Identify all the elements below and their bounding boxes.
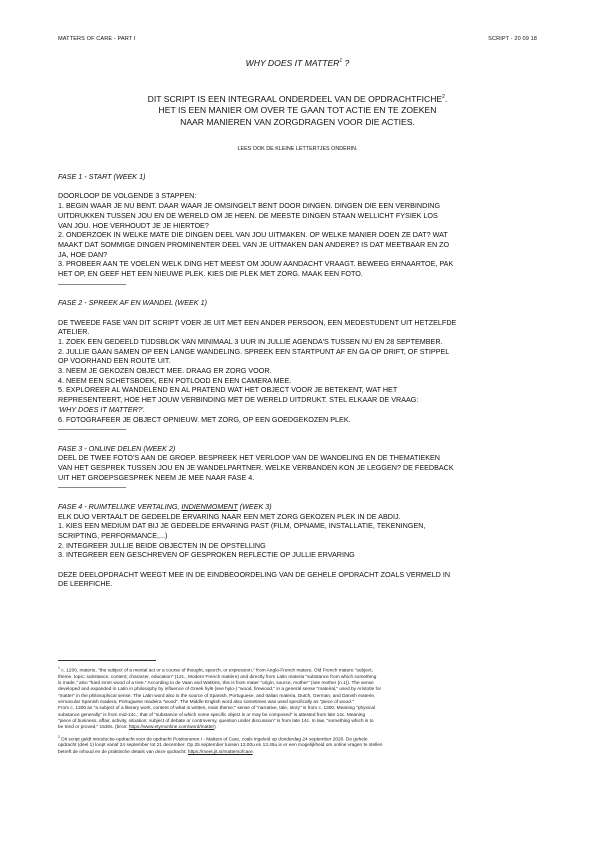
footnote-ref-2[interactable]: 2 xyxy=(442,94,445,101)
intro-line-2: HET IS EEN MANIER OM OVER TE GAAN TOT ACTIE EN TE ZOEKEN xyxy=(158,105,437,116)
fase-2-line: ATELIER. xyxy=(58,327,90,337)
fase-1-line: VAN JOU. HOE VERHOUDT JE JE HIERTOE? xyxy=(58,220,209,230)
fase-2-line: OP VOORHAND EEN ROUTE UIT. xyxy=(58,356,171,366)
small-print-note: LEES OOK DE KLEINE LETTERTJES ONDERIN. xyxy=(237,146,358,152)
fase-4-line: 3. INTEGREER EEN GESCHREVEN OF GESPROKEN REFLECTIE OP JULLIE ERVARING xyxy=(58,550,355,560)
title-suffix: ? xyxy=(342,58,350,68)
footnote-1-line: substance generally" is from mid-14c.; that of "substance of which some specific object is or may be composed" is attested from late 14c. Meaning xyxy=(58,712,366,718)
footnote-divider xyxy=(58,660,156,661)
fase-2-line: DE TWEEDE FASE VAN DIT SCRIPT VOER JE UIT MET EEN ANDER PERSOON, EEN MEDESTUDENT UIT HETZELFDE xyxy=(58,317,457,327)
fase-2-question: 'WHY DOES IT MATTER?'. xyxy=(58,404,146,414)
closing-line: DEZE DEELOPDRACHT WEEGT MEE IN DE EINDBEOORDELING VAN DE GEHELE OPDRACHT ZOALS VERMELD IN xyxy=(58,569,451,579)
header-right: SCRIPT - 20 09 18 xyxy=(488,36,537,42)
fase-2-line: 5. EXPLOREER AL WANDELEND EN AL PRATEND WAT HET OBJECT VOOR JE BETEKENT, WAT HET xyxy=(58,385,398,395)
footnote-1-line: c. 1200, materie, "the subject of a mental act or a course of thought, speech, or expression," from Anglo-French matere, Old French matere "subject, xyxy=(59,668,373,674)
footnote-2-line: betreft de inhoud en de praktische details van deze opdracht: xyxy=(58,749,188,755)
footnote-1-line: From c. 1300 as "a subject of a literary work, content of what is written, main theme;" sense of "narrative, tale, story" is from c. 1300. Meaning "physical xyxy=(58,706,376,712)
fase-1-line: JA, HOE DAN? xyxy=(58,249,108,259)
section-separator: —————————— xyxy=(58,424,126,434)
fase-3-heading: FASE 3 - ONLINE DELEN (WEEK 2) xyxy=(58,443,176,453)
fase-4-line: SCRIPTING, PERFORMANCE,...) xyxy=(58,530,168,540)
fase-3-line: VAN HET GESPREK TUSSEN JOU EN JE WANDELPARTNER. WELKE VERBANDEN KON JE LEGGEN? DE FEEDBACK xyxy=(58,463,454,473)
footnote-1-line: developed and expanded in Latin in philosophy by influence of Greek hylē (see hylo-) "wood, firewood," in a general sense "material," used by Aristotle for xyxy=(58,687,382,693)
fase-2-line: 4. NEEM EEN SCHETSBOEK, EEN POTLOOD EN EEN CAMERA MEE. xyxy=(58,375,292,385)
footnote-1-line: theme, topic; substance, content; character, education" (12c., Modern French matière) and directly from Latin materia "substance from which something xyxy=(58,674,377,680)
footnote-2-line: Dit script geldt introductie-opdracht voor de opdracht Positioneren I - Matters of Care, zoals ingeleid op donderdag 24 september 2020. De gehele xyxy=(59,737,368,743)
footnote-1-line: "matter" in the philosophical sense. The Latin word also is the source of Spanish, Portuguese, and Italian materia, Dutch, German, and Danish materie, xyxy=(58,693,376,699)
fase-4-line: 2. INTEGREER JULLIE BEIDE OBJECTEN IN DE OPSTELLING xyxy=(58,540,266,550)
intro-line-3: NAAR MANIEREN VAN ZORGDRAGEN VOOR DIE ACTIES. xyxy=(180,116,415,127)
footnotes xyxy=(58,668,540,761)
fase-1-line: MAAKT DAT SOMMIGE DINGEN PROMINENTER DEEL VAN JE UITMAKEN DAN ANDERE? IS DAT MEETBAAR EN ZO xyxy=(58,239,450,249)
closing-line: DE LEERFICHE. xyxy=(58,579,113,589)
fase-4-heading xyxy=(58,502,540,512)
footnote-1-number: 1 xyxy=(58,666,60,670)
fase-1-line: 1. BEGIN WAAR JE NU BENT. DAAR WAAR JE OMSINGELT BENT DOOR DINGEN. DINGEN DIE EEN VERBINDING xyxy=(58,201,441,211)
footnote-2-number: 2 xyxy=(58,734,60,739)
footnote-1-line: be tried or proved," 1530s. (bron: xyxy=(58,725,129,731)
footnote-ref-1[interactable]: 1 xyxy=(339,58,343,65)
fase-3-line: DEEL DE TWEE FOTO'S AAN DE GROEP. BESPREEK HET VERLOOP VAN DE WANDELING EN DE THEMATIEKEN xyxy=(58,453,440,463)
footnote-1 xyxy=(58,668,540,732)
footnote-2-line: opdracht (deel 1) loopt vanaf 24 september tot 21 december. Op 25 september tussen 13.00u en 13.45u is er een mogelijkheid om online vragen te stellen xyxy=(58,743,383,749)
fase-4-line: ELK DUO VERTAALT DE GEDEELDE ERVARING NAAR EEN MET ZORG GEKOZEN PLEK IN DE ABDIJ. xyxy=(58,511,401,521)
intro-line-1 xyxy=(80,94,515,105)
intro-line-1-end: . xyxy=(444,94,448,104)
fase-4-heading-underlined: INDIENMOMENT xyxy=(181,501,238,511)
header-left: MATTERS OF CARE - PART I xyxy=(58,36,136,42)
title-text: WHY DOES IT MATTER xyxy=(245,58,340,68)
fase-4-line: 1. KIES EEN MEDIUM DAT BIJ JE GEDEELDE ERVARING PAST (FILM, OPNAME, INSTALLATIE, TEKENINGEN, xyxy=(58,521,426,531)
section-separator: —————————— xyxy=(58,278,126,288)
fase-1-heading: FASE 1 - START (WEEK 1) xyxy=(58,172,146,181)
footnote-2 xyxy=(58,734,540,756)
footnote-1-line: vernacular Spanish madera, Portuguese madeira "wood". The Middle English word also sometimes was used specifically as "piece of wood." xyxy=(58,700,354,706)
intro-line-1-text: DIT SCRIPT IS EEN INTEGRAAL ONDERDEEL VAN DE OPDRACHTFICHE xyxy=(147,94,443,104)
intro-block xyxy=(80,94,515,128)
page-header xyxy=(58,36,537,46)
fase-2-line: 2. JULLIE GAAN SAMEN OP EEN LANGE WANDELING. SPREEK EEN STARTPUNT AF EN GA OP DRIFT, OF STIPPEL xyxy=(58,346,450,356)
fase-1-line: UITDRUKKEN TUSSEN JOU EN DE WERELD OM JE HEEN. DE MEESTE DINGEN STAAN WELLICHT FYSIEK LOS xyxy=(58,210,438,220)
fase-3-line: UIT HET GROEPSGESPREK NEEM JE MEE NAAR FASE 4. xyxy=(58,472,255,482)
footnote-2-end: . xyxy=(252,749,254,755)
main-body xyxy=(58,172,540,589)
jitsi-meeting-link[interactable]: https://meet.jit.si/mattersofcare xyxy=(187,749,253,755)
fase-1-line: 3. PROBEER AAN TE VOELEN WELK DING HET MEEST OM JOUW AANDACHT VRAAGT. BEWEEG ERNAARTOE, PAK xyxy=(58,259,454,269)
fase-2-line: 6. FOTOGRAFEER JE OBJECT OPNIEUW. MET ZORG, OP EEN GOEDGEKOZEN PLEK. xyxy=(58,414,351,424)
fase-2-line: REPRESENTEERT, HOE HET JOUW VERBINDING MET DE WERELD UITDRUKT. STEL ELKAAR DE VRAAG: xyxy=(58,395,419,405)
fase-1-line: 2. ONDERZOEK IN WELKE MATE DIE DINGEN DEEL VAN JOU UITMAKEN. OP WELKE MANIER DOEN ZE DAT? WAT xyxy=(58,230,448,240)
fase-2-line: 1. ZOEK EEN GEDEELD TIJDSBLOK VAN MINIMAAL 3 UUR IN JULLIE AGENDA'S TUSSEN NU EN 28 SEPTEMBER. xyxy=(58,336,443,346)
etymonline-link[interactable]: https://www.etymonline.com/word/matter xyxy=(128,725,215,731)
footnote-1-end: ) xyxy=(214,725,216,731)
fase-2-heading: FASE 2 - SPREEK AF EN WANDEL (WEEK 1) xyxy=(58,298,207,308)
fase-4-heading-c: (WEEK 3) xyxy=(237,501,272,511)
document-title xyxy=(0,58,595,68)
fase-1-line: HET OP, EN GEEF HET EEN NIEUWE PLEK. KIES DIE PLEK MET ZORG. MAAK EEN FOTO. xyxy=(58,269,363,279)
fase-4-heading-a: FASE 4 - RUIMTELIJKE VERTALING, xyxy=(58,501,182,511)
fase-1-line: DOORLOOP DE VOLGENDE 3 STAPPEN: xyxy=(58,191,197,201)
footnote-1-line: is made," also "hard inner wood of a tree." According to de Vaan and Watkins, this is from mater "origin, source, mother" (see mother (n.1)). The sense xyxy=(58,681,374,687)
section-separator: —————————— xyxy=(58,482,126,492)
footnote-1-line: "piece of business, affair, activity, situation; subject of debate or controversy, question under discussion" is from late 14c. In law, "something which is to xyxy=(58,718,374,724)
fase-2-line: 3. NEEM JE GEKOZEN OBJECT MEE. DRAAG ER ZORG VOOR. xyxy=(58,366,272,376)
